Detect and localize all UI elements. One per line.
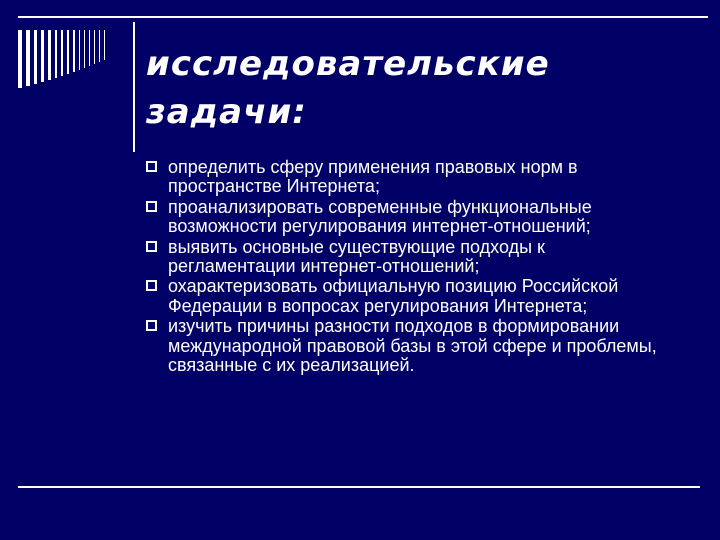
decorative-bar [89, 30, 90, 66]
list-item [146, 198, 676, 237]
decorative-bar [55, 30, 57, 78]
list-item [146, 317, 676, 375]
decorative-bar [41, 30, 44, 82]
title-line-2: задачи: [146, 92, 307, 132]
slide-title [146, 40, 686, 136]
bottom-divider [18, 486, 700, 488]
bullet-text: определить сферу применения правовых норм в пространстве Интернета; [168, 157, 578, 197]
decorative-bar [18, 30, 22, 88]
bullet-text: проанализировать современные функциональные возможности регулирования интернет-отношений; [168, 196, 592, 237]
decorative-bar [26, 30, 30, 86]
decorative-bar [48, 30, 51, 80]
decorative-bar [94, 30, 95, 64]
decorative-bar [99, 30, 100, 62]
list-item [146, 277, 676, 316]
hollow-square-icon [146, 320, 157, 331]
decorative-bar [104, 30, 105, 60]
hollow-square-icon [146, 201, 157, 212]
hollow-square-icon [146, 161, 157, 172]
decorative-bar [34, 30, 37, 84]
bullet-text: выявить основные существующие подходы к регламентации интернет-отношений; [168, 236, 545, 277]
hollow-square-icon [146, 241, 157, 252]
list-item [146, 238, 676, 277]
bullet-list [146, 158, 676, 376]
decorative-bar [84, 30, 85, 68]
bullet-text: изучить причины разности подходов в формировании международной правовой базы в этой сфере и проблемы, связанные с их реализацией. [168, 316, 657, 376]
decorative-bar [67, 30, 69, 74]
decorative-bar [73, 30, 75, 72]
decorative-bar [79, 30, 80, 70]
top-divider [18, 16, 708, 18]
hollow-square-icon [146, 280, 157, 291]
decorative-bars [18, 30, 133, 90]
vertical-divider [133, 22, 135, 152]
bullet-text: охарактеризовать официальную позицию Российской Федерации в вопросах регулирования Интернета; [168, 276, 619, 316]
decorative-bar [61, 30, 63, 76]
list-item [146, 158, 676, 197]
title-line-1: исследовательские [146, 44, 550, 84]
